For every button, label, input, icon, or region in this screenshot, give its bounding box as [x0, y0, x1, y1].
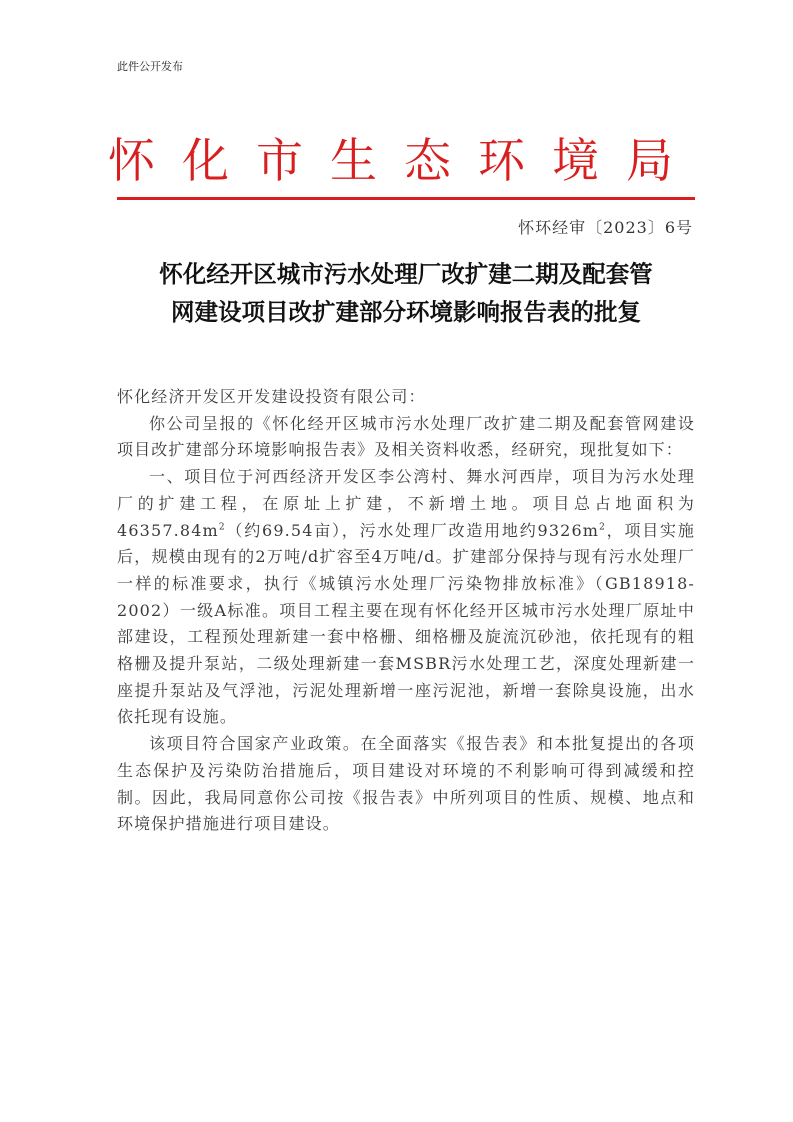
letterhead-char: 市: [256, 134, 303, 189]
paragraph-intro: 你公司呈报的《怀化经开区城市污水处理厂改扩建二期及配套管网建设项目改扩建部分环境影响报告表》及相关资料收悉，经研究，现批复如下：: [117, 413, 695, 460]
document-title: [117, 255, 695, 331]
document-body: [117, 384, 695, 838]
document-number: 怀环经审〔2023〕6号: [518, 218, 693, 237]
letterhead-char: 态: [404, 134, 451, 189]
agency-letterhead: [108, 134, 698, 190]
project-details-part-c: ，项目实施后，规模由现有的2万吨/d扩容至4万吨/d。扩建部分保持与现有污水处理厂一样的标准要求，执行《城镇污水处理厂污染物排放标准》（GB18918-2002）一级A标准。项目工程主要在现有怀化经开区城市污水处理厂原址中部建设，工程预处理新建一套中格栅、细格栅及旋流沉砂池，依托现有的粗格栅及提升泵站，二级处理新建一套MSBR污水处理工艺，深度处理新建一座提升泵站及气浮池，污泥处理新增一座污泥池，新增一套除臭设施，出水依托现有设施。: [117, 520, 695, 727]
title-line-2: 网建设项目改扩建部分环境影响报告表的批复: [171, 298, 641, 326]
project-details-part-b: （约69.54亩），污水处理厂改造用地约9326m: [225, 520, 600, 540]
addressee: 怀化经济开发区开发建设投资有限公司：: [117, 387, 426, 406]
area-unit-superscript: 2: [218, 522, 226, 533]
letterhead-char: 生: [330, 134, 377, 189]
project-details-part-a: 一、项目位于河西经济开发区李公湾村、舞水河西岸，项目为污水处理厂的扩建工程，在原址上扩建，不新增土地。项目总占地面积为46357.84m: [117, 467, 695, 540]
letterhead-char: 怀: [108, 134, 155, 189]
letterhead-char: 化: [182, 134, 229, 189]
publish-note: 此件公开发布: [117, 60, 183, 73]
paragraph-project-details: [117, 464, 695, 731]
area-unit-superscript: 2: [599, 522, 607, 533]
paragraph-approval: 该项目符合国家产业政策。在全面落实《报告表》和本批复提出的各项生态保护及污染防治措施后，项目建设对环境的不利影响可得到减缓和控制。因此，我局同意你公司按《报告表》中所列项目的性质、规模、地点和环境保护措施进行项目建设。: [117, 734, 695, 834]
letterhead-char: 局: [626, 134, 673, 189]
title-line-1: 怀化经开区城市污水处理厂改扩建二期及配套管: [159, 260, 653, 288]
letterhead-divider: [117, 197, 695, 200]
letterhead-char: 境: [552, 134, 599, 189]
letterhead-char: 环: [478, 134, 525, 189]
